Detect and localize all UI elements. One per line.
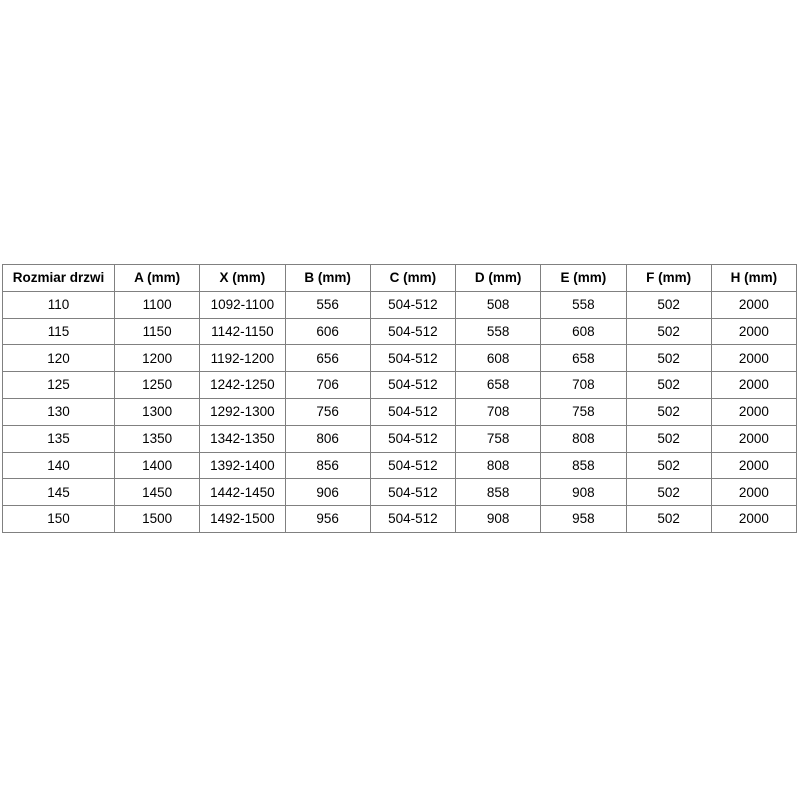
table-cell: 1242-1250 <box>200 372 285 399</box>
table-cell: 504-512 <box>370 291 455 318</box>
table-cell: 956 <box>285 506 370 533</box>
table-cell: 756 <box>285 398 370 425</box>
table-cell: 1200 <box>115 345 200 372</box>
table-cell: 1392-1400 <box>200 452 285 479</box>
header-row <box>3 265 797 292</box>
table-cell: 2000 <box>711 372 796 399</box>
table-cell: 150 <box>3 506 115 533</box>
table-cell: 1350 <box>115 425 200 452</box>
table-cell: 110 <box>3 291 115 318</box>
table-cell: 706 <box>285 372 370 399</box>
table-cell: 758 <box>541 398 626 425</box>
table-cell: 502 <box>626 345 711 372</box>
table-cell: 1150 <box>115 318 200 345</box>
table-cell: 908 <box>541 479 626 506</box>
table-cell: 1192-1200 <box>200 345 285 372</box>
table-cell: 708 <box>456 398 541 425</box>
table-cell: 1342-1350 <box>200 425 285 452</box>
table-cell: 2000 <box>711 425 796 452</box>
table-cell: 1500 <box>115 506 200 533</box>
table-cell: 130 <box>3 398 115 425</box>
table-cell: 504-512 <box>370 345 455 372</box>
table-cell: 658 <box>541 345 626 372</box>
table-row <box>3 425 797 452</box>
table-cell: 140 <box>3 452 115 479</box>
column-header: F (mm) <box>626 265 711 292</box>
table-row <box>3 452 797 479</box>
table-cell: 1300 <box>115 398 200 425</box>
table-row <box>3 506 797 533</box>
table-cell: 1142-1150 <box>200 318 285 345</box>
column-header: H (mm) <box>711 265 796 292</box>
table-cell: 1442-1450 <box>200 479 285 506</box>
table-cell: 504-512 <box>370 452 455 479</box>
table-cell: 502 <box>626 425 711 452</box>
table-row <box>3 479 797 506</box>
table-row <box>3 398 797 425</box>
table-cell: 504-512 <box>370 398 455 425</box>
table-cell: 1292-1300 <box>200 398 285 425</box>
table-cell: 504-512 <box>370 318 455 345</box>
column-header: D (mm) <box>456 265 541 292</box>
column-header: B (mm) <box>285 265 370 292</box>
table-cell: 606 <box>285 318 370 345</box>
table-cell: 558 <box>541 291 626 318</box>
column-header: A (mm) <box>115 265 200 292</box>
table-cell: 656 <box>285 345 370 372</box>
table-cell: 1250 <box>115 372 200 399</box>
table-cell: 135 <box>3 425 115 452</box>
table-cell: 2000 <box>711 345 796 372</box>
table-cell: 502 <box>626 452 711 479</box>
table-row <box>3 318 797 345</box>
table-cell: 2000 <box>711 506 796 533</box>
table-cell: 758 <box>456 425 541 452</box>
column-header: Rozmiar drzwi <box>3 265 115 292</box>
table-cell: 502 <box>626 479 711 506</box>
table-cell: 1492-1500 <box>200 506 285 533</box>
table-cell: 1450 <box>115 479 200 506</box>
table-cell: 502 <box>626 398 711 425</box>
table-cell: 115 <box>3 318 115 345</box>
table-cell: 2000 <box>711 452 796 479</box>
table-row <box>3 372 797 399</box>
table-cell: 958 <box>541 506 626 533</box>
table-cell: 502 <box>626 506 711 533</box>
table-cell: 504-512 <box>370 479 455 506</box>
table-cell: 2000 <box>711 479 796 506</box>
table-cell: 145 <box>3 479 115 506</box>
table-cell: 504-512 <box>370 506 455 533</box>
table-cell: 608 <box>541 318 626 345</box>
table-cell: 808 <box>541 425 626 452</box>
table-cell: 504-512 <box>370 425 455 452</box>
table-row <box>3 291 797 318</box>
table-cell: 120 <box>3 345 115 372</box>
table-cell: 125 <box>3 372 115 399</box>
table-cell: 806 <box>285 425 370 452</box>
table-cell: 908 <box>456 506 541 533</box>
table-cell: 858 <box>541 452 626 479</box>
table-cell: 502 <box>626 291 711 318</box>
table-cell: 502 <box>626 318 711 345</box>
column-header: X (mm) <box>200 265 285 292</box>
table-cell: 2000 <box>711 291 796 318</box>
table-cell: 556 <box>285 291 370 318</box>
table-cell: 808 <box>456 452 541 479</box>
table-cell: 508 <box>456 291 541 318</box>
dimension-table-container <box>2 264 797 533</box>
table-cell: 658 <box>456 372 541 399</box>
table-cell: 608 <box>456 345 541 372</box>
table-cell: 906 <box>285 479 370 506</box>
table-cell: 708 <box>541 372 626 399</box>
table-cell: 558 <box>456 318 541 345</box>
table-cell: 1400 <box>115 452 200 479</box>
column-header: E (mm) <box>541 265 626 292</box>
table-cell: 1092-1100 <box>200 291 285 318</box>
table-cell: 858 <box>456 479 541 506</box>
table-cell: 2000 <box>711 398 796 425</box>
table-cell: 1100 <box>115 291 200 318</box>
table-cell: 2000 <box>711 318 796 345</box>
table-cell: 504-512 <box>370 372 455 399</box>
table-cell: 502 <box>626 372 711 399</box>
table-cell: 856 <box>285 452 370 479</box>
column-header: C (mm) <box>370 265 455 292</box>
door-dimensions-table <box>2 264 797 533</box>
table-row <box>3 345 797 372</box>
